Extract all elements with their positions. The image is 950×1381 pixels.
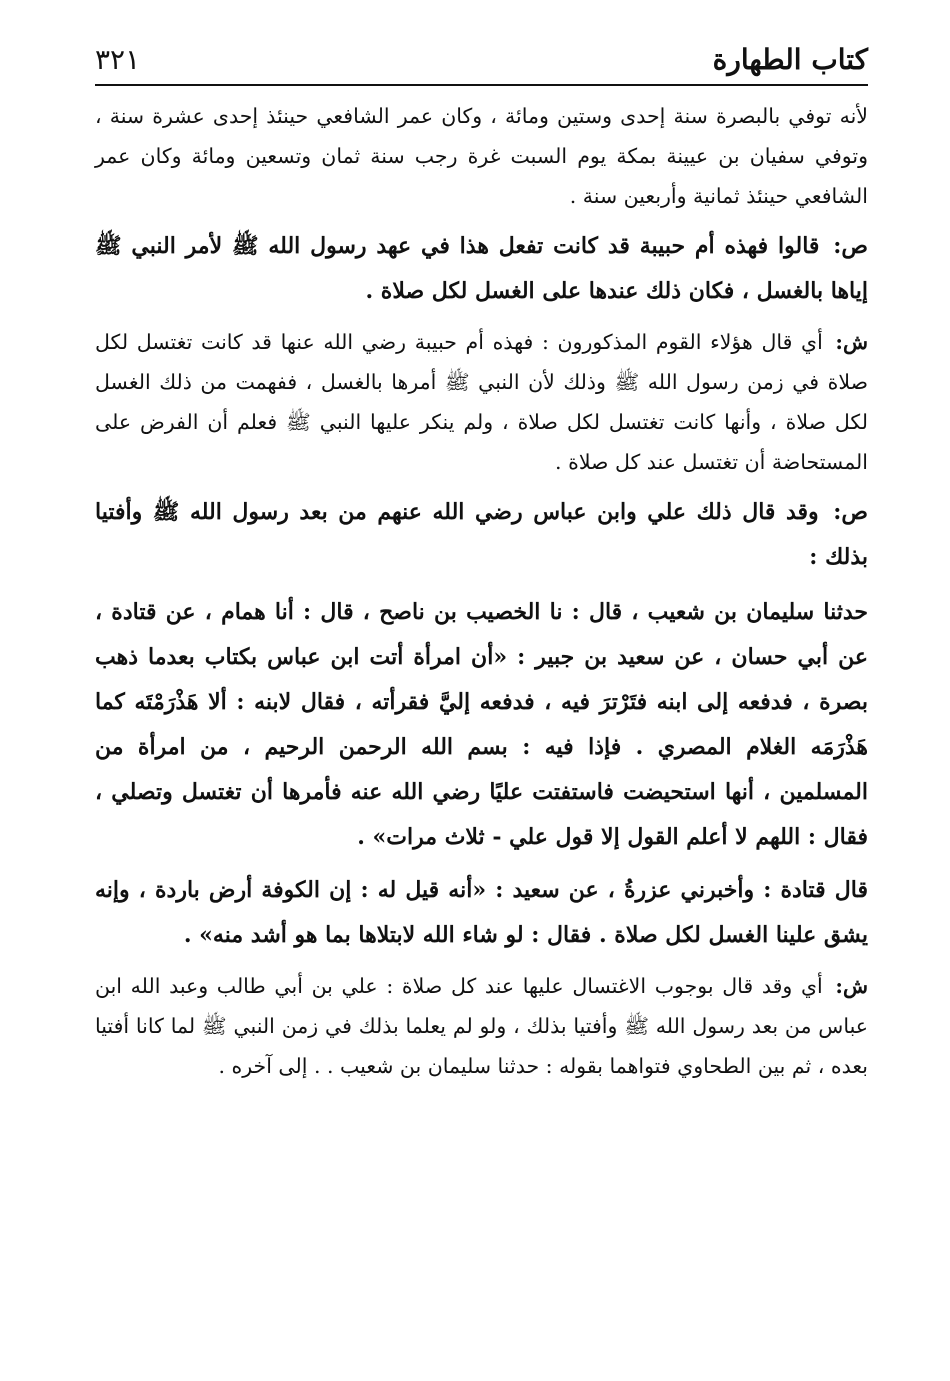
paragraph-sharh xyxy=(95,966,868,1086)
page-number: ٣٢١ xyxy=(95,43,141,76)
sharh-marker: ش: xyxy=(835,974,868,998)
paragraph-matn xyxy=(95,224,868,314)
matn-marker: ص: xyxy=(833,499,868,525)
paragraph-text: حدثنا سليمان بن شعيب ، قال : نا الخصيب بن ناصح ، قال : أنا همام ، عن قتادة ، عن أبي حسان ، عن سعيد بن جبير : «أن امرأة أتت ابن عباس بكتاب بعدما ذهب بصرة ، فدفعه إلى ابنه فتَرْترَ فيه ، فدفعه إليَّ فقرأته ، فقال لابنه : ألا هَذْرَمْتَه كما هَذْرَمَه الغلام المصري . فإذا فيه : بسم الله الرحمن الرحيم ، من امرأة من المسلمين ، أنها استحيضت فاستفتت عليًا رضي الله عنه فأمرها أن تغتسل وتصلي ، فقال : اللهم لا أعلم القول إلا قول علي - ثلاث مرات» . xyxy=(95,599,869,850)
paragraph-text: قال قتادة : وأخبرني عزرةُ ، عن سعيد : «أنه قيل له : إن الكوفة أرض باردة ، وإنه يشق علينا الغسل لكل صلاة . فقال : لو شاء الله لابتلاها بما هو أشد منه» . xyxy=(95,877,868,948)
chapter-title: كتاب الطهارة xyxy=(712,43,868,76)
paragraph-hadith xyxy=(95,868,868,958)
sharh-marker: ش: xyxy=(835,330,868,354)
paragraph-matn xyxy=(95,490,868,580)
header-divider xyxy=(95,84,868,86)
paragraph-text: لأنه توفي بالبصرة سنة إحدى وستين ومائة ، وكان عمر الشافعي حينئذ إحدى عشرة سنة ، وتوفي سفيان بن عيينة بمكة يوم السبت غرة رجب سنة ثمان وتسعين ومائة وكان عمر الشافعي حينئذ ثمانية وأربعين سنة . xyxy=(95,104,868,208)
matn-marker: ص: xyxy=(833,233,868,259)
paragraph-text: وقد قال ذلك علي وابن عباس رضي الله عنهم من بعد رسول الله ﷺ وأفتيا بذلك : xyxy=(95,499,868,570)
paragraph-sharh xyxy=(95,322,868,482)
paragraph-text: قالوا فهذه أم حبيبة قد كانت تفعل هذا في عهد رسول الله ﷺ لأمر النبي ﷺ إياها بالغسل ، فكان ذلك عندها على الغسل لكل صلاة . xyxy=(95,233,868,304)
page-header xyxy=(95,38,868,80)
paragraph-commentary-continuation xyxy=(95,96,868,216)
paragraph-hadith xyxy=(95,590,868,860)
paragraph-text: أي وقد قال بوجوب الاغتسال عليها عند كل صلاة : علي بن أبي طالب وعبد الله ابن عباس من بعد رسول الله ﷺ وأفتيا بذلك ، ولو لم يعلما بذلك في زمن النبي ﷺ لما كانا أفتيا بعده ، ثم بين الطحاوي فتواهما بقوله : حدثنا سليمان بن شعيب . . إلى آخره . xyxy=(95,974,868,1078)
page-body xyxy=(95,96,868,1086)
paragraph-text: أي قال هؤلاء القوم المذكورون : فهذه أم حبيبة رضي الله عنها قد كانت تغتسل لكل صلاة في زمن رسول الله ﷺ وذلك لأن النبي ﷺ أمرها بالغسل ، ففهمت من ذلك الغسل لكل صلاة ، وأنها كانت تغتسل لكل صلاة ، ولم ينكر عليها النبي ﷺ فعلم أن الفرض على المستحاضة أن تغتسل عند كل صلاة . xyxy=(95,330,868,474)
